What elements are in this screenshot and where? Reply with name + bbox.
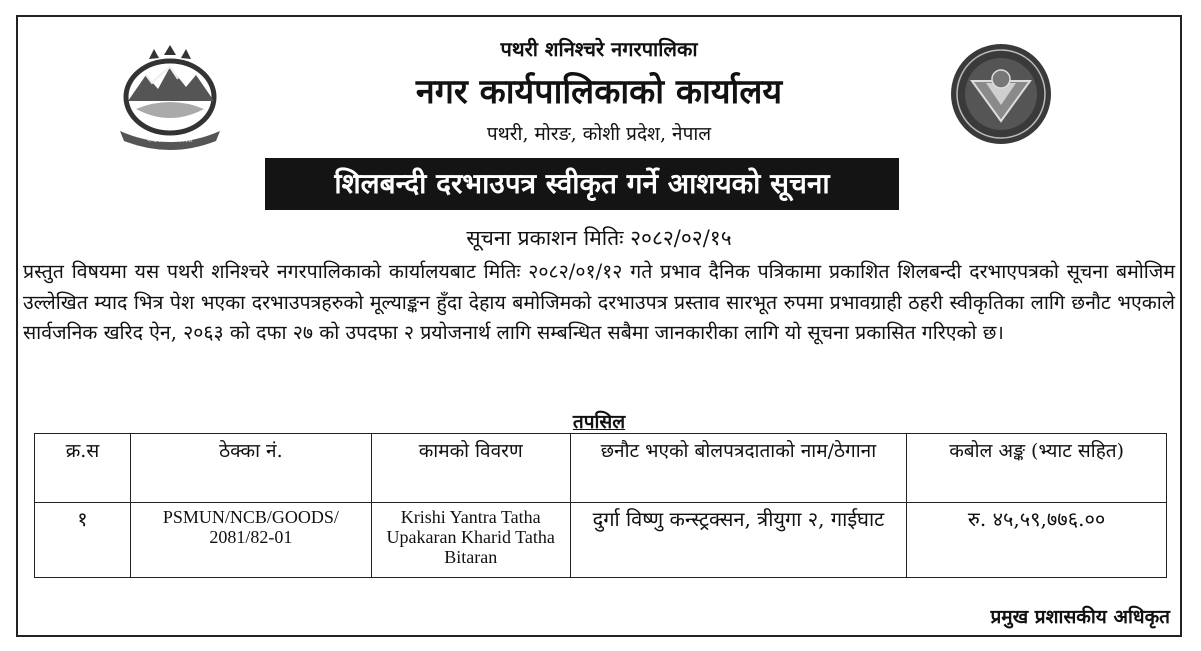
cell-description: Krishi Yantra Tatha Upakaran Kharid Tatha Bitaran xyxy=(371,503,570,578)
cell-bidder: दुर्गा विष्णु कन्स्ट्रक्सन, त्रीयुगा २, गाईघाट xyxy=(570,503,907,578)
svg-text:गण्डकी प्रदेश सरकार: गण्डकी प्रदेश सरकार xyxy=(147,137,193,144)
header-serial: क्र.स xyxy=(35,434,131,503)
notice-frame xyxy=(16,15,1182,637)
notice-title-banner: शिलबन्दी दरभाउपत्र स्वीकृत गर्ने आशयको सूचना xyxy=(265,158,899,210)
header-contract-no: ठेक्का नं. xyxy=(130,434,371,503)
header-amount: कबोल अङ्क (भ्याट सहित) xyxy=(907,434,1167,503)
office-address: पथरी, मोरङ, कोशी प्रदेश, नेपाल xyxy=(486,123,712,145)
cell-amount: रु. ४५,५९,७७६.०० xyxy=(907,503,1167,578)
header-bidder: छनौट भएको बोलपत्रदाताको नाम/ठेगाना xyxy=(570,434,907,503)
municipality-name: पथरी शनिश्चरे नगरपालिका xyxy=(500,37,698,61)
notice-body: प्रस्तुत विषयमा यस पथरी शनिश्चरे नगरपालिकाको कार्यालयबाट मितिः २०८२/०१/१२ गते प्रभाव दैनिक पत्रिकामा प्रकाशित शिलबन्दी दरभाएपत्रको सूचना बमोजिम उल्लेखित म्याद भित्र पेश भएका दरभाउपत्रहरुको मूल्याङ्कन हुँदा देहाय बमोजिमको दरभाउपत्र प्रस्ताव सारभूत रुपमा प्रभावग्राही ठहरी स्वीकृतिका लागि छनौट भएकाले सार्वजनिक खरिद ऐन, २०६३ को दफा २७ को उपदफा २ प्रयोजनार्थ लागि सम्बन्धित सबैमा जानकारीका लागि यो सूचना प्रकासित गरिएको छ। xyxy=(23,260,1175,344)
publish-date: सूचना प्रकाशन मितिः २०८२/०२/१५ xyxy=(466,226,732,250)
cell-contract-no: PSMUN/NCB/GOODS/ 2081/82-01 xyxy=(130,503,371,578)
office-title: नगर कार्यपालिकाको कार्यालय xyxy=(415,72,783,112)
header-description: कामको विवरण xyxy=(371,434,570,503)
cell-serial: १ xyxy=(35,503,131,578)
signatory-title: प्रमुख प्रशासकीय अधिकृत xyxy=(990,606,1170,628)
table-header-row xyxy=(35,434,1167,503)
table-row xyxy=(35,503,1167,578)
table-caption: तपसिल xyxy=(572,411,626,433)
details-table xyxy=(34,433,1167,578)
